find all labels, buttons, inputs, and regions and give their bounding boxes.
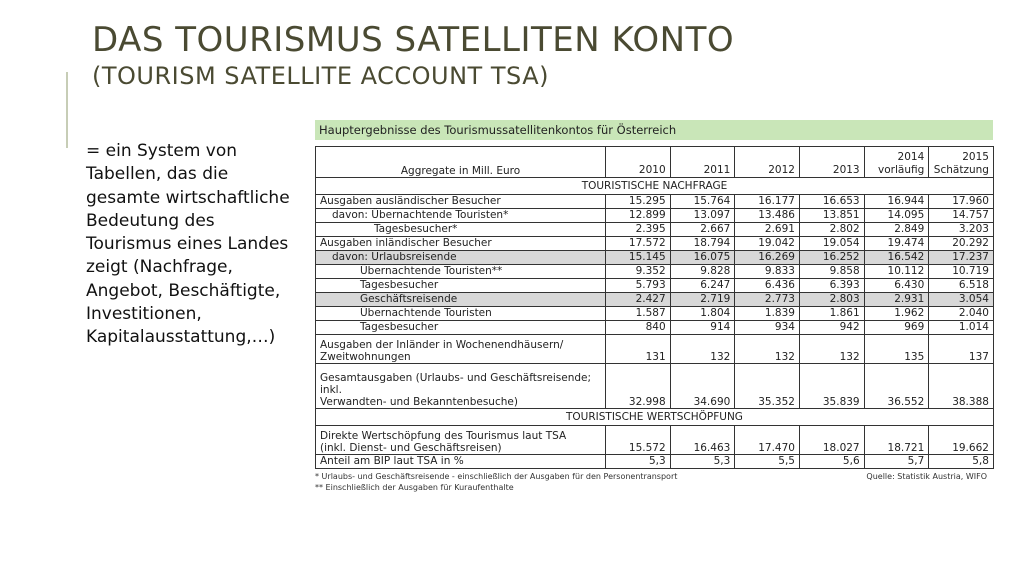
row-label-text: Ausgaben ausländischer Besucher (320, 195, 501, 207)
table-cell: 131 (606, 335, 671, 364)
table-cell: 132 (799, 335, 864, 364)
slide-title-line2: (TOURISM SATELLITE ACCOUNT TSA) (92, 62, 549, 90)
table-cell: 5,8 (929, 455, 994, 469)
table-cell: 2.427 (606, 293, 671, 307)
header-year: 2015 Schätzung (929, 147, 994, 178)
table-cell: 18.027 (799, 426, 864, 455)
table-cell: 914 (670, 321, 735, 335)
year-note: vorläufig (878, 164, 925, 176)
table-cell: 3.203 (929, 223, 994, 237)
table-cell: 19.474 (864, 237, 929, 251)
row-label-text: Zweitwohnungen (320, 351, 411, 363)
table-row (316, 251, 994, 265)
table-cell: 2.802 (799, 223, 864, 237)
row-label (316, 455, 606, 469)
table-cell: 36.552 (864, 364, 929, 409)
footnote-2: ** Einschließlich der Ausgaben für Kuraufenthalte (315, 483, 514, 492)
table-row (316, 237, 994, 251)
row-label (316, 279, 606, 293)
table-cell: 16.269 (735, 251, 800, 265)
row-label-text: Tagesbesucher (360, 279, 439, 291)
table-cell: 5,5 (735, 455, 800, 469)
table-row (316, 426, 994, 455)
table-cell: 13.486 (735, 209, 800, 223)
header-year: 2011 (670, 147, 735, 178)
table-row (316, 195, 994, 209)
table-cell: 6.247 (670, 279, 735, 293)
table-cell: 15.295 (606, 195, 671, 209)
row-label (316, 195, 606, 209)
table-cell: 17.572 (606, 237, 671, 251)
footnotes (315, 471, 993, 493)
table-cell: 16.542 (864, 251, 929, 265)
section-label: TOURISTISCHE NACHFRAGE (316, 178, 994, 195)
table-cell: 1.014 (929, 321, 994, 335)
row-label-text: (inkl. Dienst- und Geschäftsreisen) (320, 442, 502, 454)
table-cell: 1.804 (670, 307, 735, 321)
section-header-wertschoepfung (316, 409, 994, 426)
table-header-row (316, 147, 994, 178)
header-year: 2012 (735, 147, 800, 178)
row-label-text: Geschäftsreisende (360, 293, 458, 305)
table-cell: 934 (735, 321, 800, 335)
table-row (316, 307, 994, 321)
section-header-nachfrage (316, 178, 994, 195)
table-cell: 2.803 (799, 293, 864, 307)
source-note: Quelle: Statistik Austria, WIFO (866, 472, 987, 481)
row-label-text: Ausgaben der Inländer in Wochenendhäusern/ (320, 339, 564, 351)
slide-title (92, 20, 734, 92)
table-cell: 17.470 (735, 426, 800, 455)
table-cell: 5,7 (864, 455, 929, 469)
table-cell: 6.518 (929, 279, 994, 293)
table-cell: 16.075 (670, 251, 735, 265)
slide-title-line1: DAS TOURISMUS SATELLITEN KONTO (92, 20, 735, 60)
row-label (316, 237, 606, 251)
table-cell: 942 (799, 321, 864, 335)
table-cell: 19.054 (799, 237, 864, 251)
table-cell: 132 (735, 335, 800, 364)
table-cell: 13.851 (799, 209, 864, 223)
table-cell: 840 (606, 321, 671, 335)
row-label-text: Übernachtende Touristen (360, 307, 492, 319)
table-cell: 9.352 (606, 265, 671, 279)
row-label (316, 293, 606, 307)
row-label (316, 209, 606, 223)
table-cell: 2.719 (670, 293, 735, 307)
table-cell: 16.653 (799, 195, 864, 209)
table-cell: 15.572 (606, 426, 671, 455)
table-cell: 135 (864, 335, 929, 364)
row-label (316, 307, 606, 321)
row-label-text: Direkte Wertschöpfung des Tourismus laut TSA (320, 430, 567, 442)
table-cell: 2.773 (735, 293, 800, 307)
table-row (316, 223, 994, 237)
section-label: TOURISTISCHE WERTSCHÖPFUNG (316, 409, 994, 426)
table-cell: 9.828 (670, 265, 735, 279)
table-cell: 10.719 (929, 265, 994, 279)
body-text: = ein System von Tabellen, das die gesamte wirtschaftliche Bedeutung des Tourismus eines Landes zeigt (Nachfrage, Angebot, Beschäftigte, Investitionen, Kapitalausstattung,…) (86, 141, 290, 348)
table-cell: 1.587 (606, 307, 671, 321)
table-cell: 14.095 (864, 209, 929, 223)
table-cell: 2.931 (864, 293, 929, 307)
table-cell: 1.861 (799, 307, 864, 321)
table-cell: 18.721 (864, 426, 929, 455)
table-cell: 132 (670, 335, 735, 364)
table-cell: 16.177 (735, 195, 800, 209)
row-label-text: Gesamtausgaben (Urlaubs- und Geschäftsreisende; inkl. (320, 372, 592, 396)
table-cell: 9.858 (799, 265, 864, 279)
row-label (316, 251, 606, 265)
table-cell: 18.794 (670, 237, 735, 251)
row-label-text: davon: Übernachtende Touristen* (332, 209, 509, 221)
row-label-text: davon: Urlaubsreisende (332, 251, 457, 263)
row-label-text: Verwandten- und Bekanntenbesuche) (320, 396, 518, 408)
row-label (316, 426, 606, 455)
row-label (316, 265, 606, 279)
table-cell: 14.757 (929, 209, 994, 223)
row-label-text: Tagesbesucher (360, 321, 439, 333)
table-title: Hauptergebnisse des Tourismussatellitenkontos für Österreich (315, 120, 993, 140)
table-cell: 6.430 (864, 279, 929, 293)
table-cell: 969 (864, 321, 929, 335)
table-cell: 1.839 (735, 307, 800, 321)
table-cell: 5.793 (606, 279, 671, 293)
table-cell: 19.042 (735, 237, 800, 251)
table-cell: 2.691 (735, 223, 800, 237)
row-label (316, 335, 606, 364)
table-row (316, 364, 994, 409)
table-cell: 5,3 (670, 455, 735, 469)
table-cell: 16.252 (799, 251, 864, 265)
table-cell: 3.054 (929, 293, 994, 307)
table-cell: 2.395 (606, 223, 671, 237)
header-year: 2013 (799, 147, 864, 178)
table-row (316, 335, 994, 364)
table-cell: 10.112 (864, 265, 929, 279)
table-row (316, 265, 994, 279)
table-cell: 12.899 (606, 209, 671, 223)
table-cell: 35.839 (799, 364, 864, 409)
table-cell: 19.662 (929, 426, 994, 455)
table-cell: 20.292 (929, 237, 994, 251)
table-cell: 15.145 (606, 251, 671, 265)
accent-line (66, 72, 68, 148)
table-cell: 5,3 (606, 455, 671, 469)
table-cell: 2.040 (929, 307, 994, 321)
table-row (316, 321, 994, 335)
table-cell: 137 (929, 335, 994, 364)
year-note: Schätzung (933, 164, 989, 176)
table-cell: 2.849 (864, 223, 929, 237)
table-cell: 6.393 (799, 279, 864, 293)
header-label: Aggregate in Mill. Euro (316, 147, 606, 178)
table-row (316, 455, 994, 469)
table-cell: 16.944 (864, 195, 929, 209)
table-cell: 32.998 (606, 364, 671, 409)
table-row (316, 293, 994, 307)
table-row (316, 279, 994, 293)
table-cell: 17.237 (929, 251, 994, 265)
row-label (316, 364, 606, 409)
table-cell: 2.667 (670, 223, 735, 237)
row-label-text: Ausgaben inländischer Besucher (320, 237, 492, 249)
header-year: 2010 (606, 147, 671, 178)
footnote-1: * Urlaubs- und Geschäftsreisende - einschließlich der Ausgaben für den Personentransport (315, 472, 678, 481)
table-cell: 16.463 (670, 426, 735, 455)
table-cell: 1.962 (864, 307, 929, 321)
row-label-text: Tagesbesucher* (374, 223, 458, 235)
row-label-text: Anteil am BIP laut TSA in % (320, 455, 464, 467)
table-cell: 9.833 (735, 265, 800, 279)
row-label (316, 223, 606, 237)
tsa-table (315, 146, 994, 469)
row-label (316, 321, 606, 335)
table-cell: 35.352 (735, 364, 800, 409)
header-year: 2014 vorläufig (864, 147, 929, 178)
table-row (316, 209, 994, 223)
table-cell: 5,6 (799, 455, 864, 469)
table-cell: 15.764 (670, 195, 735, 209)
table-cell: 13.097 (670, 209, 735, 223)
table-cell: 38.388 (929, 364, 994, 409)
row-label-text: Übernachtende Touristen** (360, 265, 503, 277)
tsa-table-image (315, 120, 993, 493)
table-cell: 34.690 (670, 364, 735, 409)
table-cell: 17.960 (929, 195, 994, 209)
table-cell: 6.436 (735, 279, 800, 293)
